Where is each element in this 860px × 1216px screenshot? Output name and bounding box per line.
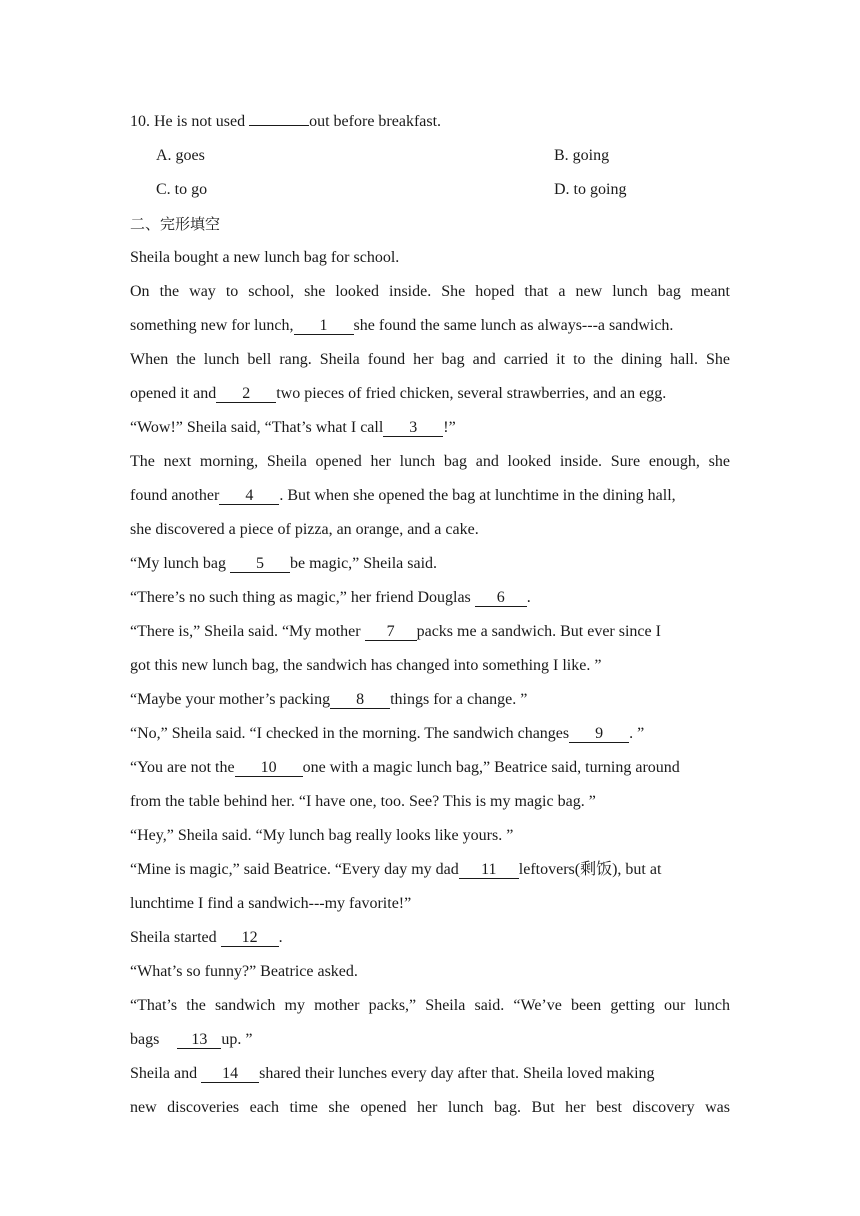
blank-1: 1 xyxy=(294,317,354,335)
blank-6: 6 xyxy=(475,589,527,607)
blank-4: 4 xyxy=(219,487,279,505)
passage-line: Sheila and 14 shared their lunches every day after that. Sheila loved making xyxy=(130,1065,655,1082)
blank-10: 10 xyxy=(235,759,303,777)
passage-line: The next morning, Sheila opened her lunch bag and looked inside. Sure enough, she xyxy=(130,453,730,470)
passage-line: from the table behind her. “I have one, too. See? This is my magic bag. ” xyxy=(130,793,596,810)
blank-9: 9 xyxy=(569,725,629,743)
blank-7: 7 xyxy=(365,623,417,641)
blank-11: 11 xyxy=(459,861,519,879)
passage-line: “There is,” Sheila said. “My mother 7 packs me a sandwich. But ever since I xyxy=(130,623,661,640)
passage-line: “What’s so funny?” Beatrice asked. xyxy=(130,963,358,980)
blank-5: 5 xyxy=(230,555,290,573)
blank-12: 12 xyxy=(221,929,279,947)
passage-line: Sheila started 12 . xyxy=(130,929,283,946)
blank-3: 3 xyxy=(383,419,443,437)
option-b: B. going xyxy=(554,147,610,164)
passage-line: “There’s no such thing as magic,” her friend Douglas 6 . xyxy=(130,589,531,606)
blank-2: 2 xyxy=(216,385,276,403)
passage-line: she discovered a piece of pizza, an orange, and a cake. xyxy=(130,521,479,538)
passage-line: got this new lunch bag, the sandwich has changed into something I like. ” xyxy=(130,657,602,674)
passage-line: opened it and 2 two pieces of fried chicken, several strawberries, and an egg. xyxy=(130,385,667,402)
passage-line: When the lunch bell rang. Sheila found her bag and carried it to the dining hall. She xyxy=(130,351,730,368)
passage-line: new discoveries each time she opened her lunch bag. But her best discovery was xyxy=(130,1099,730,1116)
option-c: C. to go xyxy=(156,181,208,198)
passage-line: “You are not the 10 one with a magic lunch bag,” Beatrice said, turning around xyxy=(130,759,680,776)
option-a: A. goes xyxy=(156,147,205,164)
passage-line: “No,” Sheila said. “I checked in the morning. The sandwich changes 9 . ” xyxy=(130,725,645,742)
answer-blank xyxy=(249,125,309,126)
passage-line: “Hey,” Sheila said. “My lunch bag really looks like yours. ” xyxy=(130,827,514,844)
section-title: 二、完形填空 xyxy=(130,215,221,233)
blank-13: 13 xyxy=(177,1031,221,1049)
passage-line: lunchtime I find a sandwich---my favorite!” xyxy=(130,895,412,912)
passage-line: On the way to school, she looked inside. She hoped that a new lunch bag meant xyxy=(130,283,730,300)
passage-line: “Maybe your mother’s packing 8 things for a change. ” xyxy=(130,691,528,708)
stem-text: 10. He is not used xyxy=(130,113,250,130)
question-10-stem xyxy=(130,112,730,132)
stem-text: out before breakfast. xyxy=(309,113,442,130)
passage-line: found another 4 . But when she opened the bag at lunchtime in the dining hall, xyxy=(130,487,676,504)
passage-line: bags 13 up. ” xyxy=(130,1031,253,1048)
option-d: D. to going xyxy=(554,181,627,198)
blank-14: 14 xyxy=(201,1065,259,1083)
passage-line: “My lunch bag 5 be magic,” Sheila said. xyxy=(130,555,438,572)
passage-line: “Mine is magic,” said Beatrice. “Every day my dad 11 leftovers(剩饭), but at xyxy=(130,861,662,878)
passage-line: “Wow!” Sheila said, “That’s what I call 3 !” xyxy=(130,419,456,436)
blank-8: 8 xyxy=(330,691,390,709)
passage-line: “That’s the sandwich my mother packs,” Sheila said. “We’ve been getting our lunch xyxy=(130,997,730,1014)
passage-line: Sheila bought a new lunch bag for school. xyxy=(130,249,400,266)
passage-line: something new for lunch, 1 she found the same lunch as always---a sandwich. xyxy=(130,317,674,334)
